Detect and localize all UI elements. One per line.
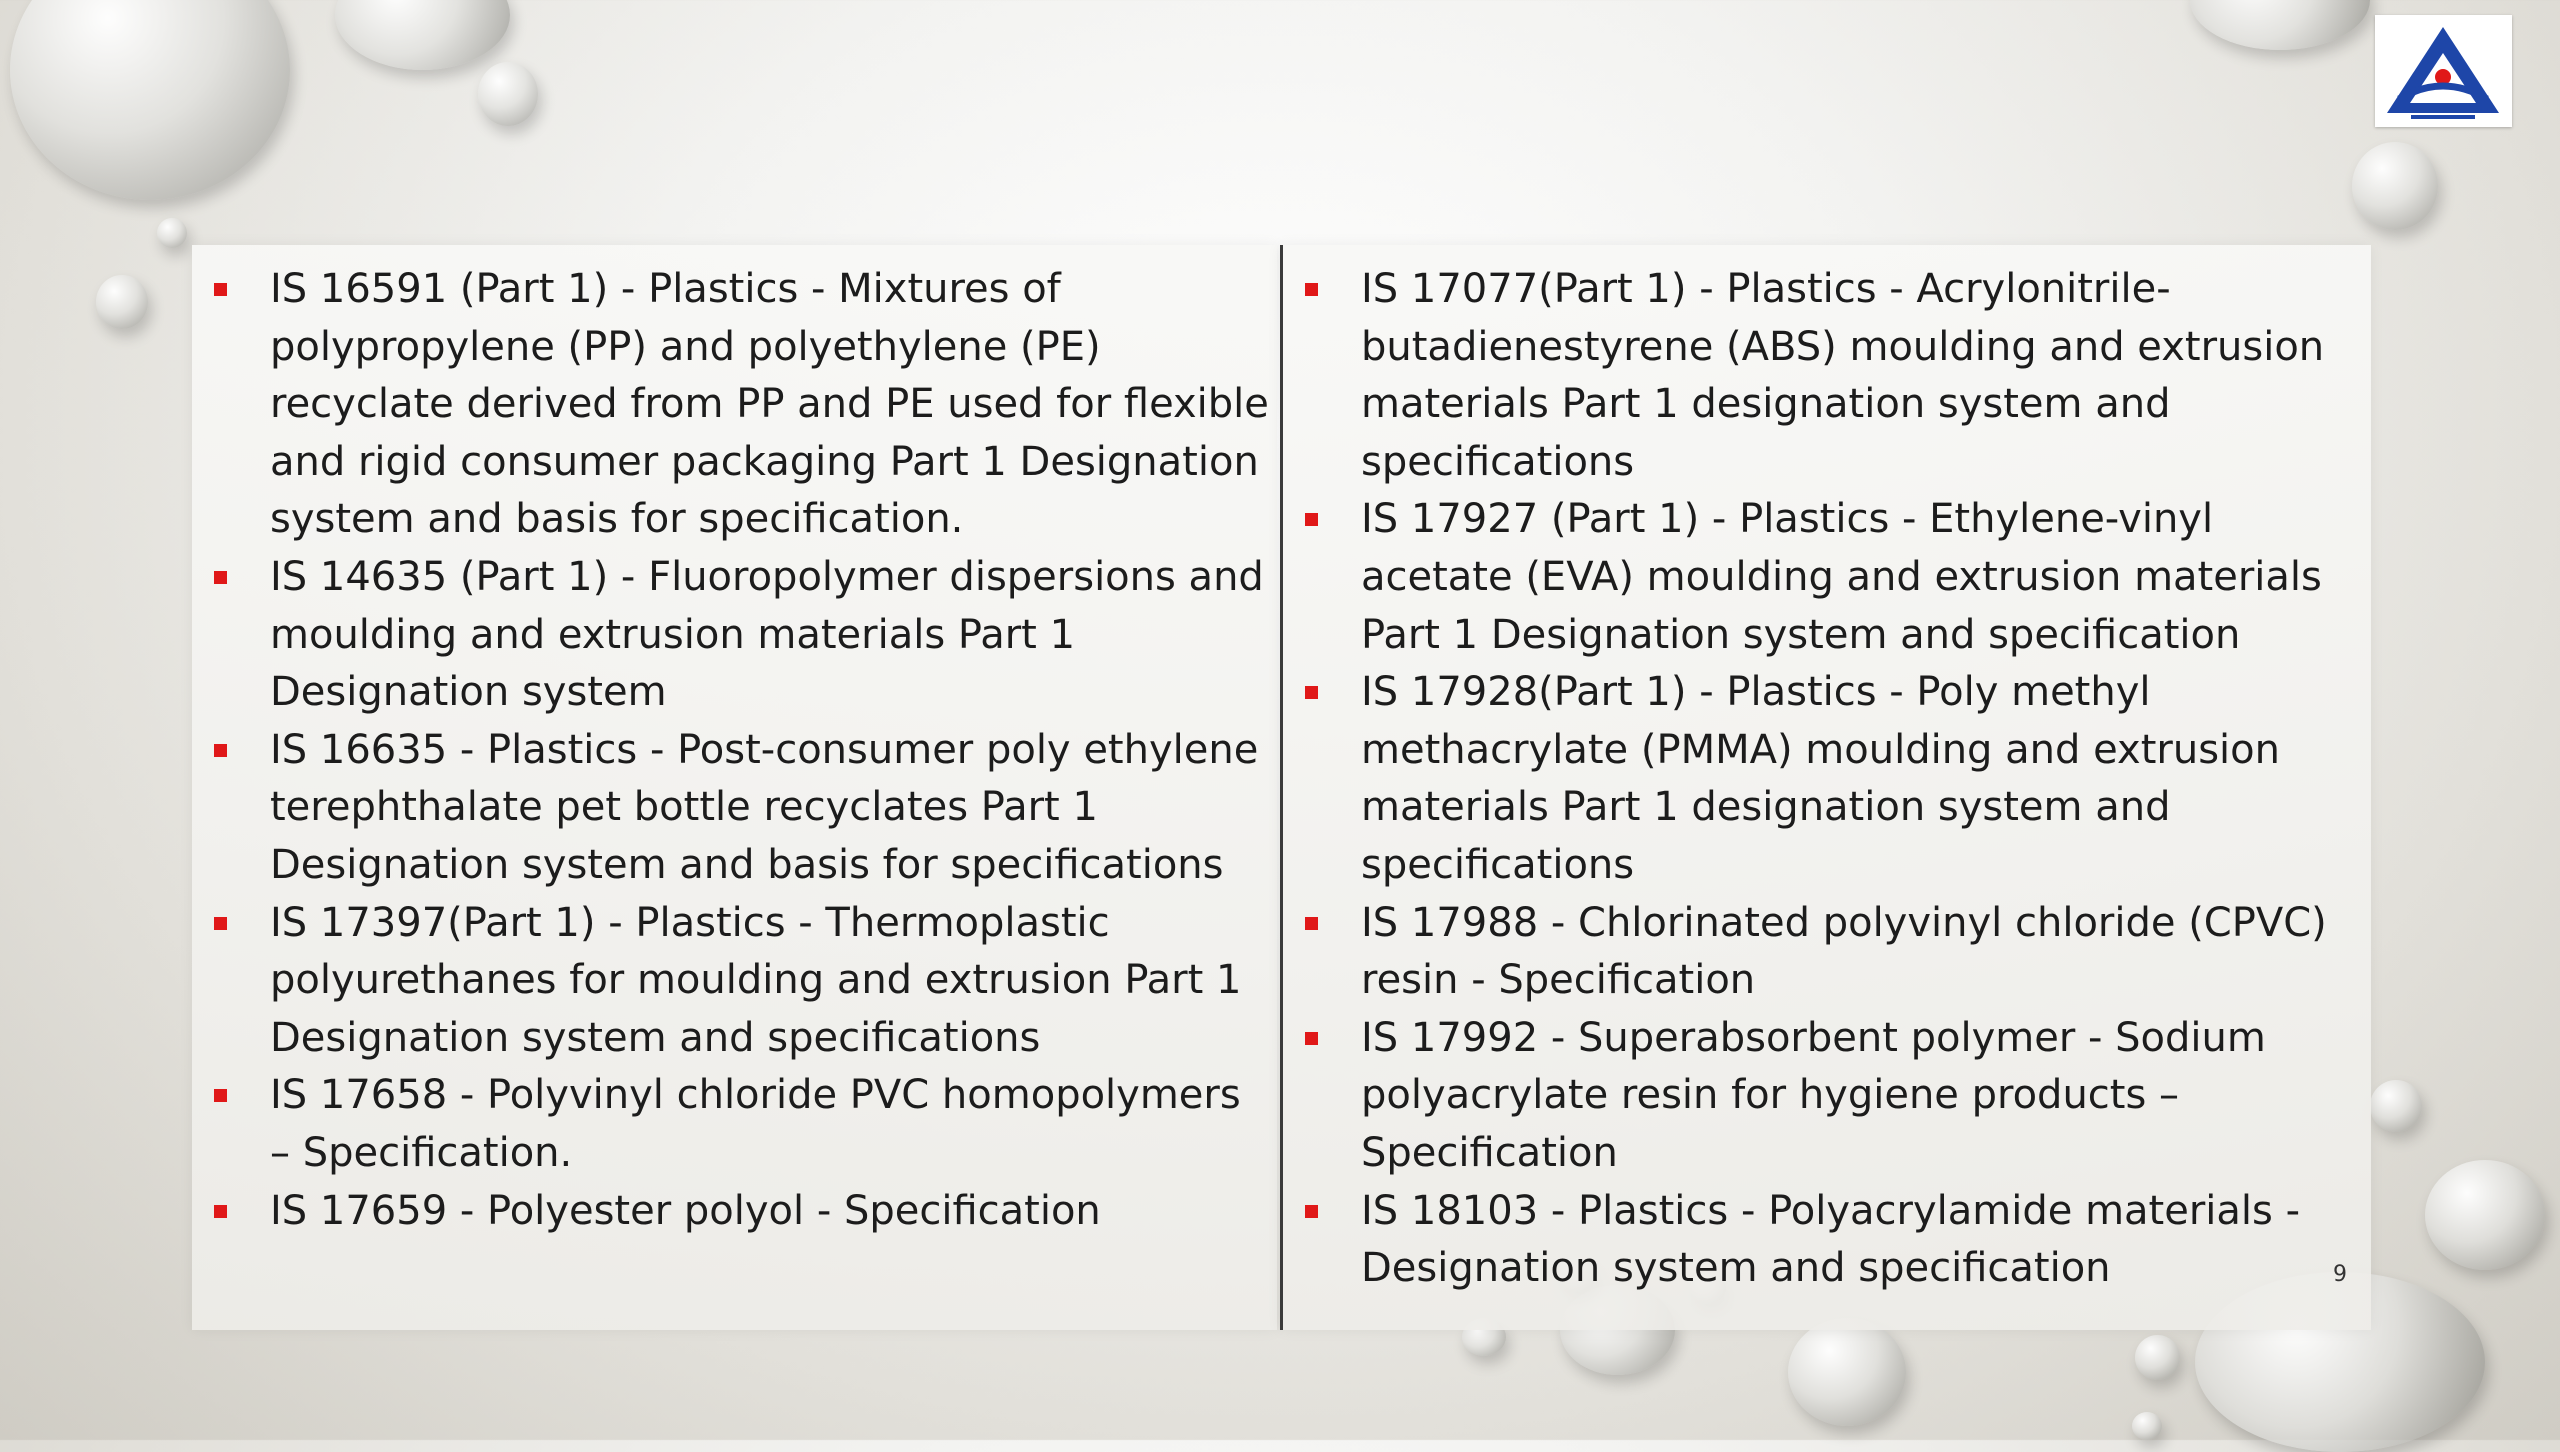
list-item xyxy=(270,722,1269,895)
water-drop-decoration xyxy=(2352,142,2438,230)
list-item-text: IS 14635 (Part 1) - Fluoropolymer dispersions and moulding and extrusion materials Part 1 Designation system xyxy=(270,553,1264,716)
water-drop-decoration xyxy=(1788,1318,1906,1426)
left-content-panel xyxy=(192,245,1277,1330)
list-item xyxy=(270,261,1269,549)
red-square-bullet-icon xyxy=(1305,917,1318,930)
list-item xyxy=(1361,664,2351,894)
red-square-bullet-icon xyxy=(1305,1032,1318,1045)
list-item-text: IS 18103 - Plastics - Polyacrylamide materials - Designation system and specification xyxy=(1361,1187,2301,1292)
red-square-bullet-icon xyxy=(1305,283,1318,296)
red-square-bullet-icon xyxy=(214,571,227,584)
list-item xyxy=(270,1183,1269,1241)
red-square-bullet-icon xyxy=(1305,1205,1318,1218)
list-item xyxy=(270,895,1269,1068)
list-item xyxy=(1361,491,2351,664)
list-item-text: IS 17658 - Polyvinyl chloride PVC homopolymers – Specification. xyxy=(270,1072,1241,1176)
red-square-bullet-icon xyxy=(214,283,227,296)
water-drop-decoration xyxy=(2425,1160,2545,1270)
water-drop-decoration xyxy=(157,218,187,248)
list-item-text: IS 17077(Part 1) - Plastics - Acrylonitrile-butadienestyrene (ABS) moulding and extrusion materials Part 1 designation system and specifications xyxy=(1361,266,2325,485)
bis-logo xyxy=(2375,15,2512,127)
list-item-text: IS 17659 - Polyester polyol - Specification xyxy=(270,1187,1101,1234)
list-item xyxy=(270,549,1269,722)
water-drop-decoration xyxy=(10,0,290,200)
standards-list-left xyxy=(192,245,1277,1240)
standards-list-right xyxy=(1283,245,2371,1298)
red-square-bullet-icon xyxy=(214,744,227,757)
red-square-bullet-icon xyxy=(1305,686,1318,699)
water-drop-decoration xyxy=(335,0,510,70)
page-number: 9 xyxy=(2333,1262,2347,1287)
red-square-bullet-icon xyxy=(214,1205,227,1218)
water-drop-decoration xyxy=(2132,1412,2162,1440)
red-square-bullet-icon xyxy=(214,917,227,930)
list-item-text: IS 17927 (Part 1) - Plastics - Ethylene-vinyl acetate (EVA) moulding and extrusion materials Part 1 Designation system and specification xyxy=(1361,496,2322,658)
water-drop-decoration xyxy=(96,275,148,329)
list-item xyxy=(1361,1183,2351,1298)
water-drop-decoration xyxy=(478,62,538,126)
water-drop-decoration xyxy=(2190,0,2370,50)
list-item-text: IS 17928(Part 1) - Plastics - Poly methyl methacrylate (PMMA) moulding and extrusion materials Part 1 designation system and specifications xyxy=(1361,669,2280,888)
list-item-text: IS 17397(Part 1) - Plastics - Thermoplastic polyurethanes for moulding and extrusion Part 1 Designation system and specifications xyxy=(270,899,1242,1061)
list-item xyxy=(1361,261,2351,491)
right-content-panel xyxy=(1280,245,2371,1330)
list-item-text: IS 16635 - Plastics - Post-consumer poly ethylene terephthalate pet bottle recyclates Part 1 Designation system and basis for specifications xyxy=(270,726,1259,888)
red-square-bullet-icon xyxy=(214,1089,227,1102)
list-item-text: IS 17988 - Chlorinated polyvinyl chloride (CPVC) resin - Specification xyxy=(1361,899,2327,1004)
list-item xyxy=(1361,1010,2351,1183)
list-item xyxy=(1361,895,2351,1010)
red-square-bullet-icon xyxy=(1305,513,1318,526)
water-drop-decoration xyxy=(2370,1080,2422,1132)
list-item xyxy=(270,1067,1269,1182)
list-item-text: IS 17992 - Superabsorbent polymer - Sodium polyacrylate resin for hygiene products – Specification xyxy=(1361,1014,2266,1176)
list-item-text: IS 16591 (Part 1) - Plastics - Mixtures of polypropylene (PP) and polyethylene (PE) recyclate derived from PP and PE used for flexible and rigid consumer packaging Part 1 Designation system and basis for specification. xyxy=(270,266,1269,543)
water-drop-decoration xyxy=(2135,1335,2180,1380)
